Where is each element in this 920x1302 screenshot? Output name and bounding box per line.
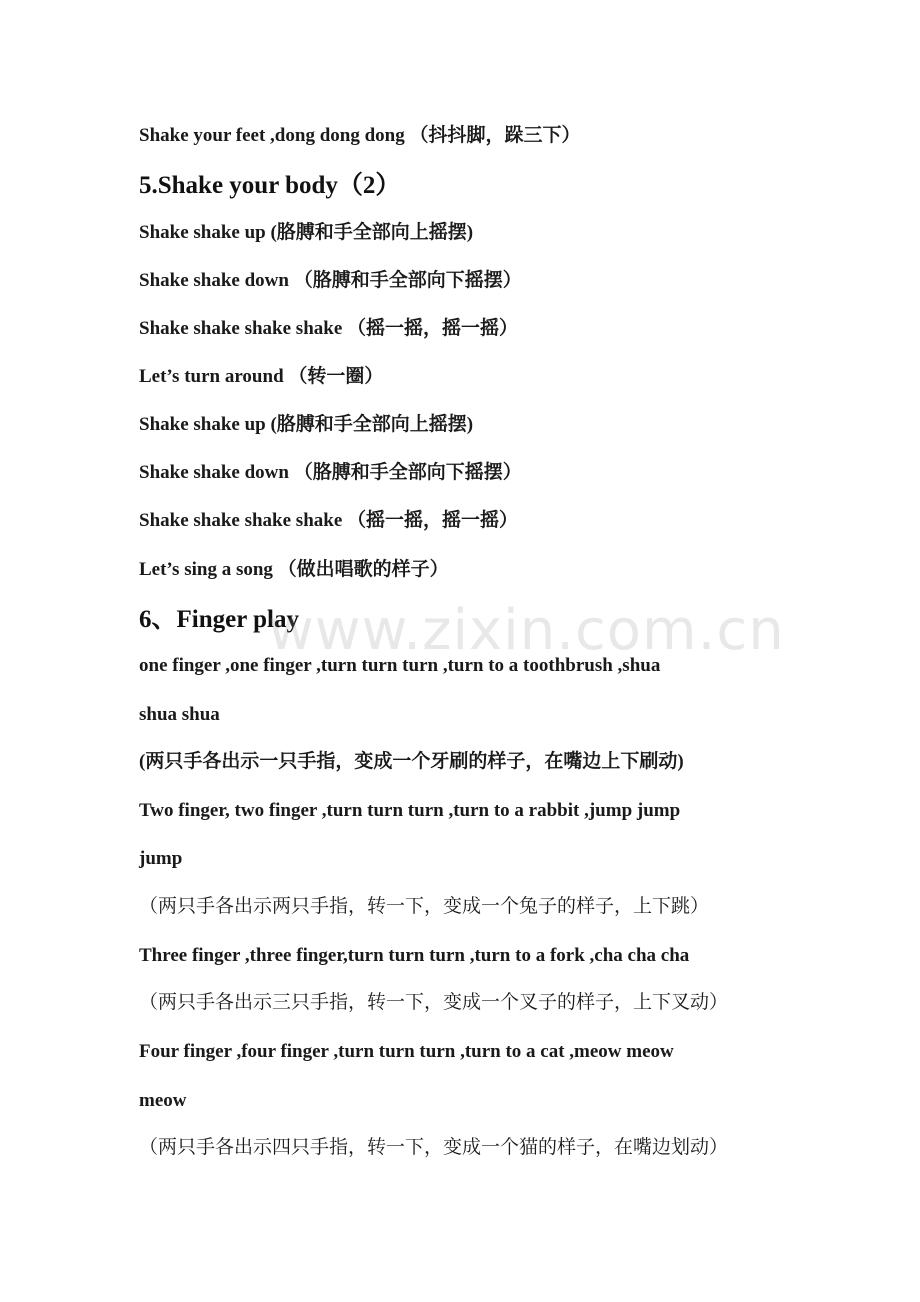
text-line: Four finger ,four finger ,turn turn turn ,turn to a cat ,meow meow <box>139 1041 674 1062</box>
text-line: one finger ,one finger ,turn turn turn ,turn to a toothbrush ,shua <box>139 655 661 676</box>
text-line: meow <box>139 1090 187 1111</box>
text-line: Two finger, two finger ,turn turn turn ,turn to a rabbit ,jump jump <box>139 800 681 821</box>
text-line-feet: Shake your feet ,dong dong dong （抖抖脚，跺三下） <box>139 125 581 146</box>
watermark: www.zixin.com.cn <box>268 598 785 663</box>
text-line: （两只手各出示两只手指，转一下，变成一个兔子的样子，上下跳） <box>139 896 710 917</box>
section-heading-finger-play: 6、Finger play <box>139 606 299 633</box>
text-line: Let’s sing a song （做出唱歌的样子） <box>139 559 449 580</box>
text-line: （两只手各出示三只手指，转一下，变成一个叉子的样子，上下叉动） <box>139 992 729 1013</box>
text-line: Shake shake up (胳膊和手全部向上摇摆) <box>139 222 474 243</box>
text-line: （两只手各出示四只手指，转一下，变成一个猫的样子，在嘴边划动） <box>139 1137 729 1158</box>
text-line: Shake shake down （胳膊和手全部向下摇摆） <box>139 462 522 483</box>
text-line: Shake shake up (胳膊和手全部向上摇摆) <box>139 414 474 435</box>
section-heading-shake-your-body: 5.Shake your body（2） <box>139 172 401 199</box>
text-line: Three finger ,three finger,turn turn turn ,turn to a fork ,cha cha cha <box>139 945 690 966</box>
text-line: Shake shake shake shake （摇一摇，摇一摇） <box>139 510 519 531</box>
text-line: Shake shake shake shake （摇一摇，摇一摇） <box>139 318 519 339</box>
text-line: (两只手各出示一只手指，变成一个牙刷的样子，在嘴边上下刷动) <box>139 751 684 772</box>
text-line: shua shua <box>139 704 220 725</box>
text-line: Let’s turn around （转一圈） <box>139 366 384 387</box>
text-line: Shake shake down （胳膊和手全部向下摇摆） <box>139 270 522 291</box>
text-line: jump <box>139 848 183 869</box>
